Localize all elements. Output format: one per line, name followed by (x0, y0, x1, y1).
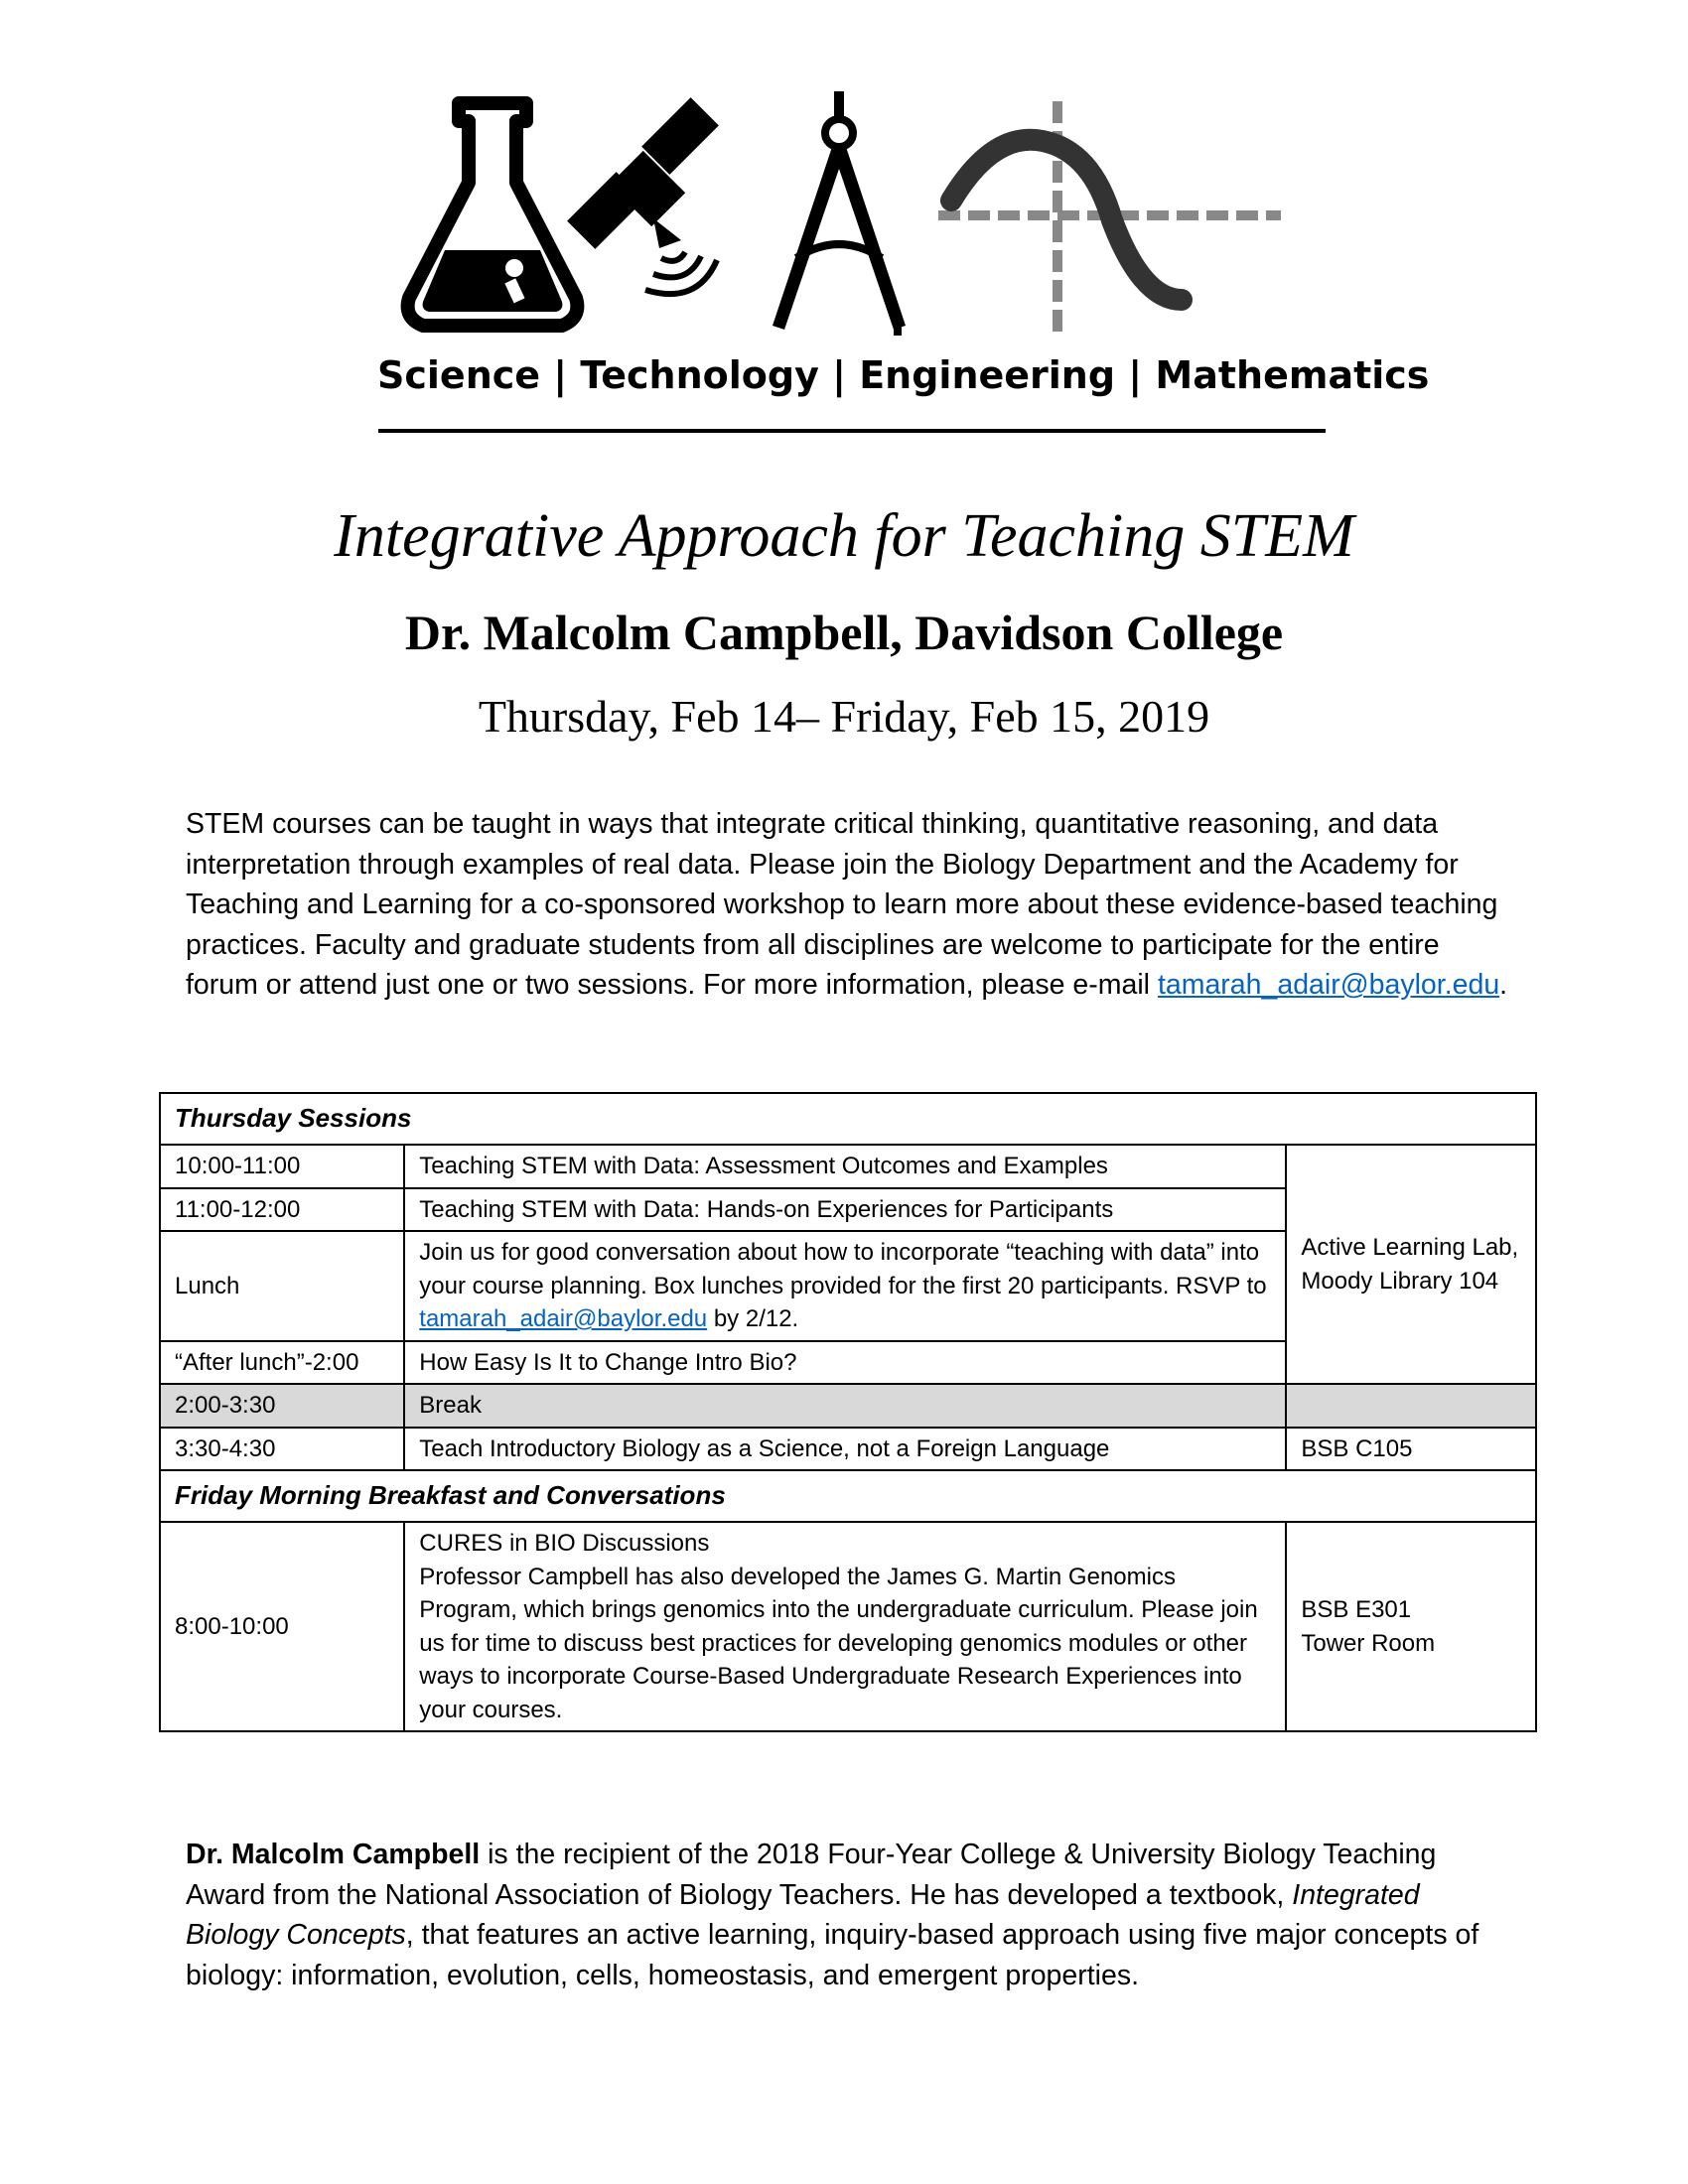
bio-name: Dr. Malcolm Campbell (186, 1839, 481, 1870)
event-dates: Thursday, Feb 14– Friday, Feb 15, 2019 (478, 691, 1210, 742)
satellite-icon (567, 97, 719, 294)
session-desc: Teaching STEM with Data: Hands-on Experiences for Participants (404, 1188, 1286, 1232)
lunch-desc: Join us for good conversation about how to incorporate “teaching with data” into your course planning. Box lunches provided for the first 20 participants. RSVP to (419, 1239, 1267, 1299)
session-time: 2:00-3:30 (160, 1384, 404, 1428)
lunch-desc-end: by 2/12. (707, 1305, 799, 1332)
intro-end: . (1499, 969, 1508, 1001)
session-time: 3:30-4:30 (160, 1428, 404, 1471)
session-desc: How Easy Is It to Change Intro Bio? (404, 1341, 1286, 1385)
session-location (1286, 1384, 1536, 1428)
contact-email-link[interactable]: tamarah_adair@baylor.edu (1157, 969, 1500, 1001)
location-line: Tower Room (1301, 1629, 1436, 1657)
table-row (160, 1093, 1536, 1145)
session-desc: Teaching STEM with Data: Assessment Outcomes and Examples (404, 1145, 1286, 1188)
session-time: 10:00-11:00 (160, 1145, 404, 1188)
friday-session-title: CURES in BIO Discussions (419, 1530, 710, 1557)
logo-divider (378, 429, 1326, 433)
session-location: BSB C105 (1286, 1428, 1536, 1471)
table-row (160, 1522, 1536, 1731)
speaker-heading: Dr. Malcolm Campbell, Davidson College (404, 605, 1284, 660)
session-time: 8:00-10:00 (160, 1522, 404, 1731)
location-line: Moody Library 104 (1301, 1267, 1499, 1295)
session-time: 11:00-12:00 (160, 1188, 404, 1232)
table-row (160, 1384, 1536, 1428)
intro-text: STEM courses can be taught in ways that integrate critical thinking, quantitative reasoning, and data interpretation through examples of real data. Please join the Biology Department and the Academy for Teaching and Learning for a co-sponsored workshop to learn more about these evidence-based teaching practices. Faculty and graduate students from all disciplines are welcome to participate for the entire forum or attend just one or two sessions. For more information, please e-mail (186, 808, 1498, 1001)
graph-icon (938, 101, 1281, 335)
compass-icon (773, 91, 906, 336)
location-line: BSB E301 (1301, 1596, 1412, 1623)
flask-icon (408, 103, 578, 326)
session-desc: Break (404, 1384, 1286, 1428)
session-time: Lunch (160, 1231, 404, 1341)
session-desc (404, 1231, 1286, 1341)
session-time: “After lunch”-2:00 (160, 1341, 404, 1385)
table-row (160, 1470, 1536, 1522)
stem-logo (397, 91, 1291, 340)
intro-paragraph (186, 804, 1516, 1006)
thursday-location (1286, 1145, 1536, 1384)
book-title: Integrated Biology Concepts (186, 1878, 1420, 1951)
bio-text: , that features an active learning, inquiry-based approach using five major concepts of biology: information, evolution, cells, homeostasis, and emergent properties. (186, 1919, 1479, 1991)
friday-location (1286, 1522, 1536, 1731)
friday-header: Friday Morning Breakfast and Conversations (160, 1470, 1536, 1522)
speaker-bio (186, 1835, 1516, 1995)
table-row (160, 1428, 1536, 1471)
table-row (160, 1145, 1536, 1188)
schedule-table (159, 1092, 1537, 1732)
thursday-header: Thursday Sessions (160, 1093, 1536, 1145)
location-line: Active Learning Lab, (1301, 1234, 1519, 1261)
rsvp-email-link[interactable]: tamarah_adair@baylor.edu (419, 1305, 708, 1332)
page-title: Integrative Approach for Teaching STEM (334, 502, 1354, 570)
logo-tagline: Science | Technology | Engineering | Mathematics (377, 353, 1430, 397)
friday-session-desc: Professor Campbell has also developed the James G. Martin Genomics Program, which brings genomics into the undergraduate curriculum. Please join us for time to discuss best practices for developing genomics modules or other ways to incorporate Course-Based Undergraduate Research Experiences into your courses. (419, 1563, 1258, 1723)
session-desc: Teach Introductory Biology as a Science, not a Foreign Language (404, 1428, 1286, 1471)
session-desc (404, 1522, 1286, 1731)
bio-text: is the recipient of the 2018 Four-Year College & University Biology Teaching Award from the National Association of Biology Teachers. He has developed a textbook, (186, 1839, 1437, 1911)
